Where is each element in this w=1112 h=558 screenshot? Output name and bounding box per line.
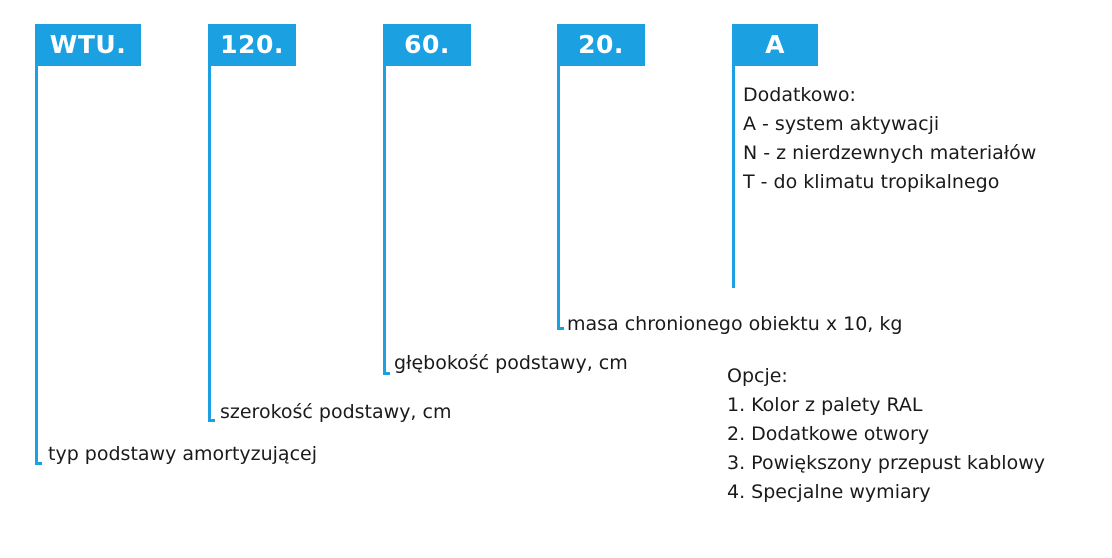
- additional-item: A - system aktywacji: [743, 113, 940, 135]
- options-item: 3. Powiększony przepust kablowy: [727, 452, 1045, 474]
- tick-type: [35, 462, 42, 465]
- tick-mass: [557, 327, 564, 330]
- options-block: [727, 362, 1045, 507]
- label-mass: masa chronionego obiektu x 10, kg: [567, 313, 903, 335]
- code-box-type: WTU.: [35, 24, 141, 66]
- connector-width: [208, 66, 211, 421]
- code-box-additional: A: [732, 24, 818, 66]
- code-box-width: 120.: [208, 24, 296, 66]
- label-type: typ podstawy amortyzującej: [48, 443, 317, 465]
- connector-depth: [383, 66, 386, 374]
- label-depth: głębokość podstawy, cm: [394, 352, 628, 374]
- code-box-mass: 20.: [557, 24, 645, 66]
- additional-item: T - do klimatu tropikalnego: [743, 171, 1000, 193]
- options-item: 4. Specjalne wymiary: [727, 481, 931, 503]
- options-item: 1. Kolor z palety RAL: [727, 394, 923, 416]
- tick-depth: [383, 372, 390, 375]
- tick-width: [208, 419, 215, 422]
- options-item: 2. Dodatkowe otwory: [727, 423, 930, 445]
- connector-type: [35, 66, 38, 464]
- additional-item: N - z nierdzewnych materiałów: [743, 142, 1037, 164]
- code-box-depth: 60.: [383, 24, 471, 66]
- additional-block: [743, 81, 1036, 197]
- connector-additional: [732, 66, 735, 288]
- connector-mass: [557, 66, 560, 330]
- additional-heading: Dodatkowo:: [743, 84, 856, 106]
- label-width: szerokość podstawy, cm: [220, 401, 452, 423]
- options-heading: Opcje:: [727, 365, 788, 387]
